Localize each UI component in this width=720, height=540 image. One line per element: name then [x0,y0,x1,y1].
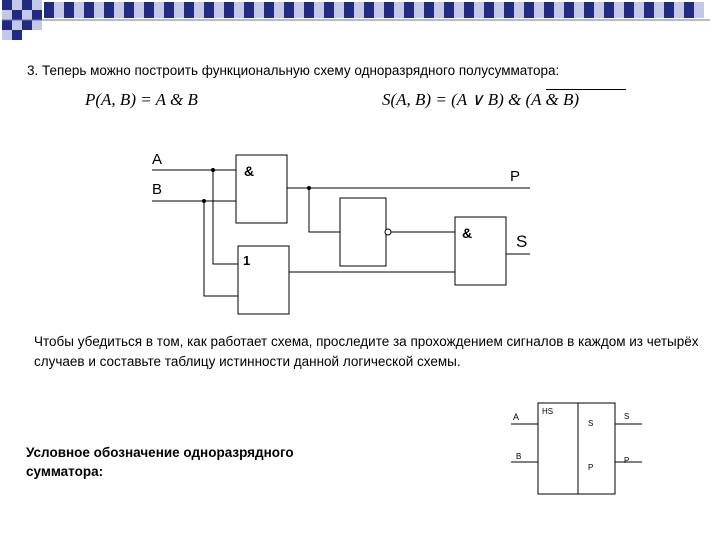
legend-caption: Условное обозначение одноразрядного сумматора: [26,445,294,479]
adder-output-s: S [624,412,630,421]
gate-and-top-label: & [244,163,255,179]
formula-p: P(A, B) = A & B [85,90,198,109]
instruction-paragraph: Чтобы убедиться в том, как работает схема, проследите за прохождением сигналов в каждом из четырёх случаев и составьте таблицу истинности данной логической схемы. [34,334,699,369]
inversion-bubble [385,229,391,235]
adder-inner-p: P [588,463,594,472]
label-output-s: S [516,232,528,251]
label-input-b: B [152,181,163,198]
wire-and-to-not [309,188,340,232]
adder-title: HS [542,407,554,416]
junction-dot [202,199,206,203]
junction-dot [211,168,215,172]
formula-s-negated: (A & B) [525,90,580,109]
gate-and-bottom-label: & [462,225,473,241]
label-output-p: P [510,168,521,185]
label-input-a: A [152,151,163,168]
gate-not-box [340,198,386,266]
adder-symbol-box [538,403,615,494]
adder-output-p: P [624,456,630,465]
adder-label-a: A [513,412,520,422]
heading: 3. Теперь можно построить функциональную схему одноразрядного полусумматора: [27,63,560,78]
wire-b-to-or [204,201,238,296]
gate-or-label: 1 [243,253,251,268]
wire-a-to-or [213,170,238,264]
junction-dot [307,186,311,190]
adder-inner-s: S [588,419,594,428]
formula-s-left: S(A, B) = (A ∨ B) & [382,90,526,109]
adder-label-b: B [516,452,522,461]
